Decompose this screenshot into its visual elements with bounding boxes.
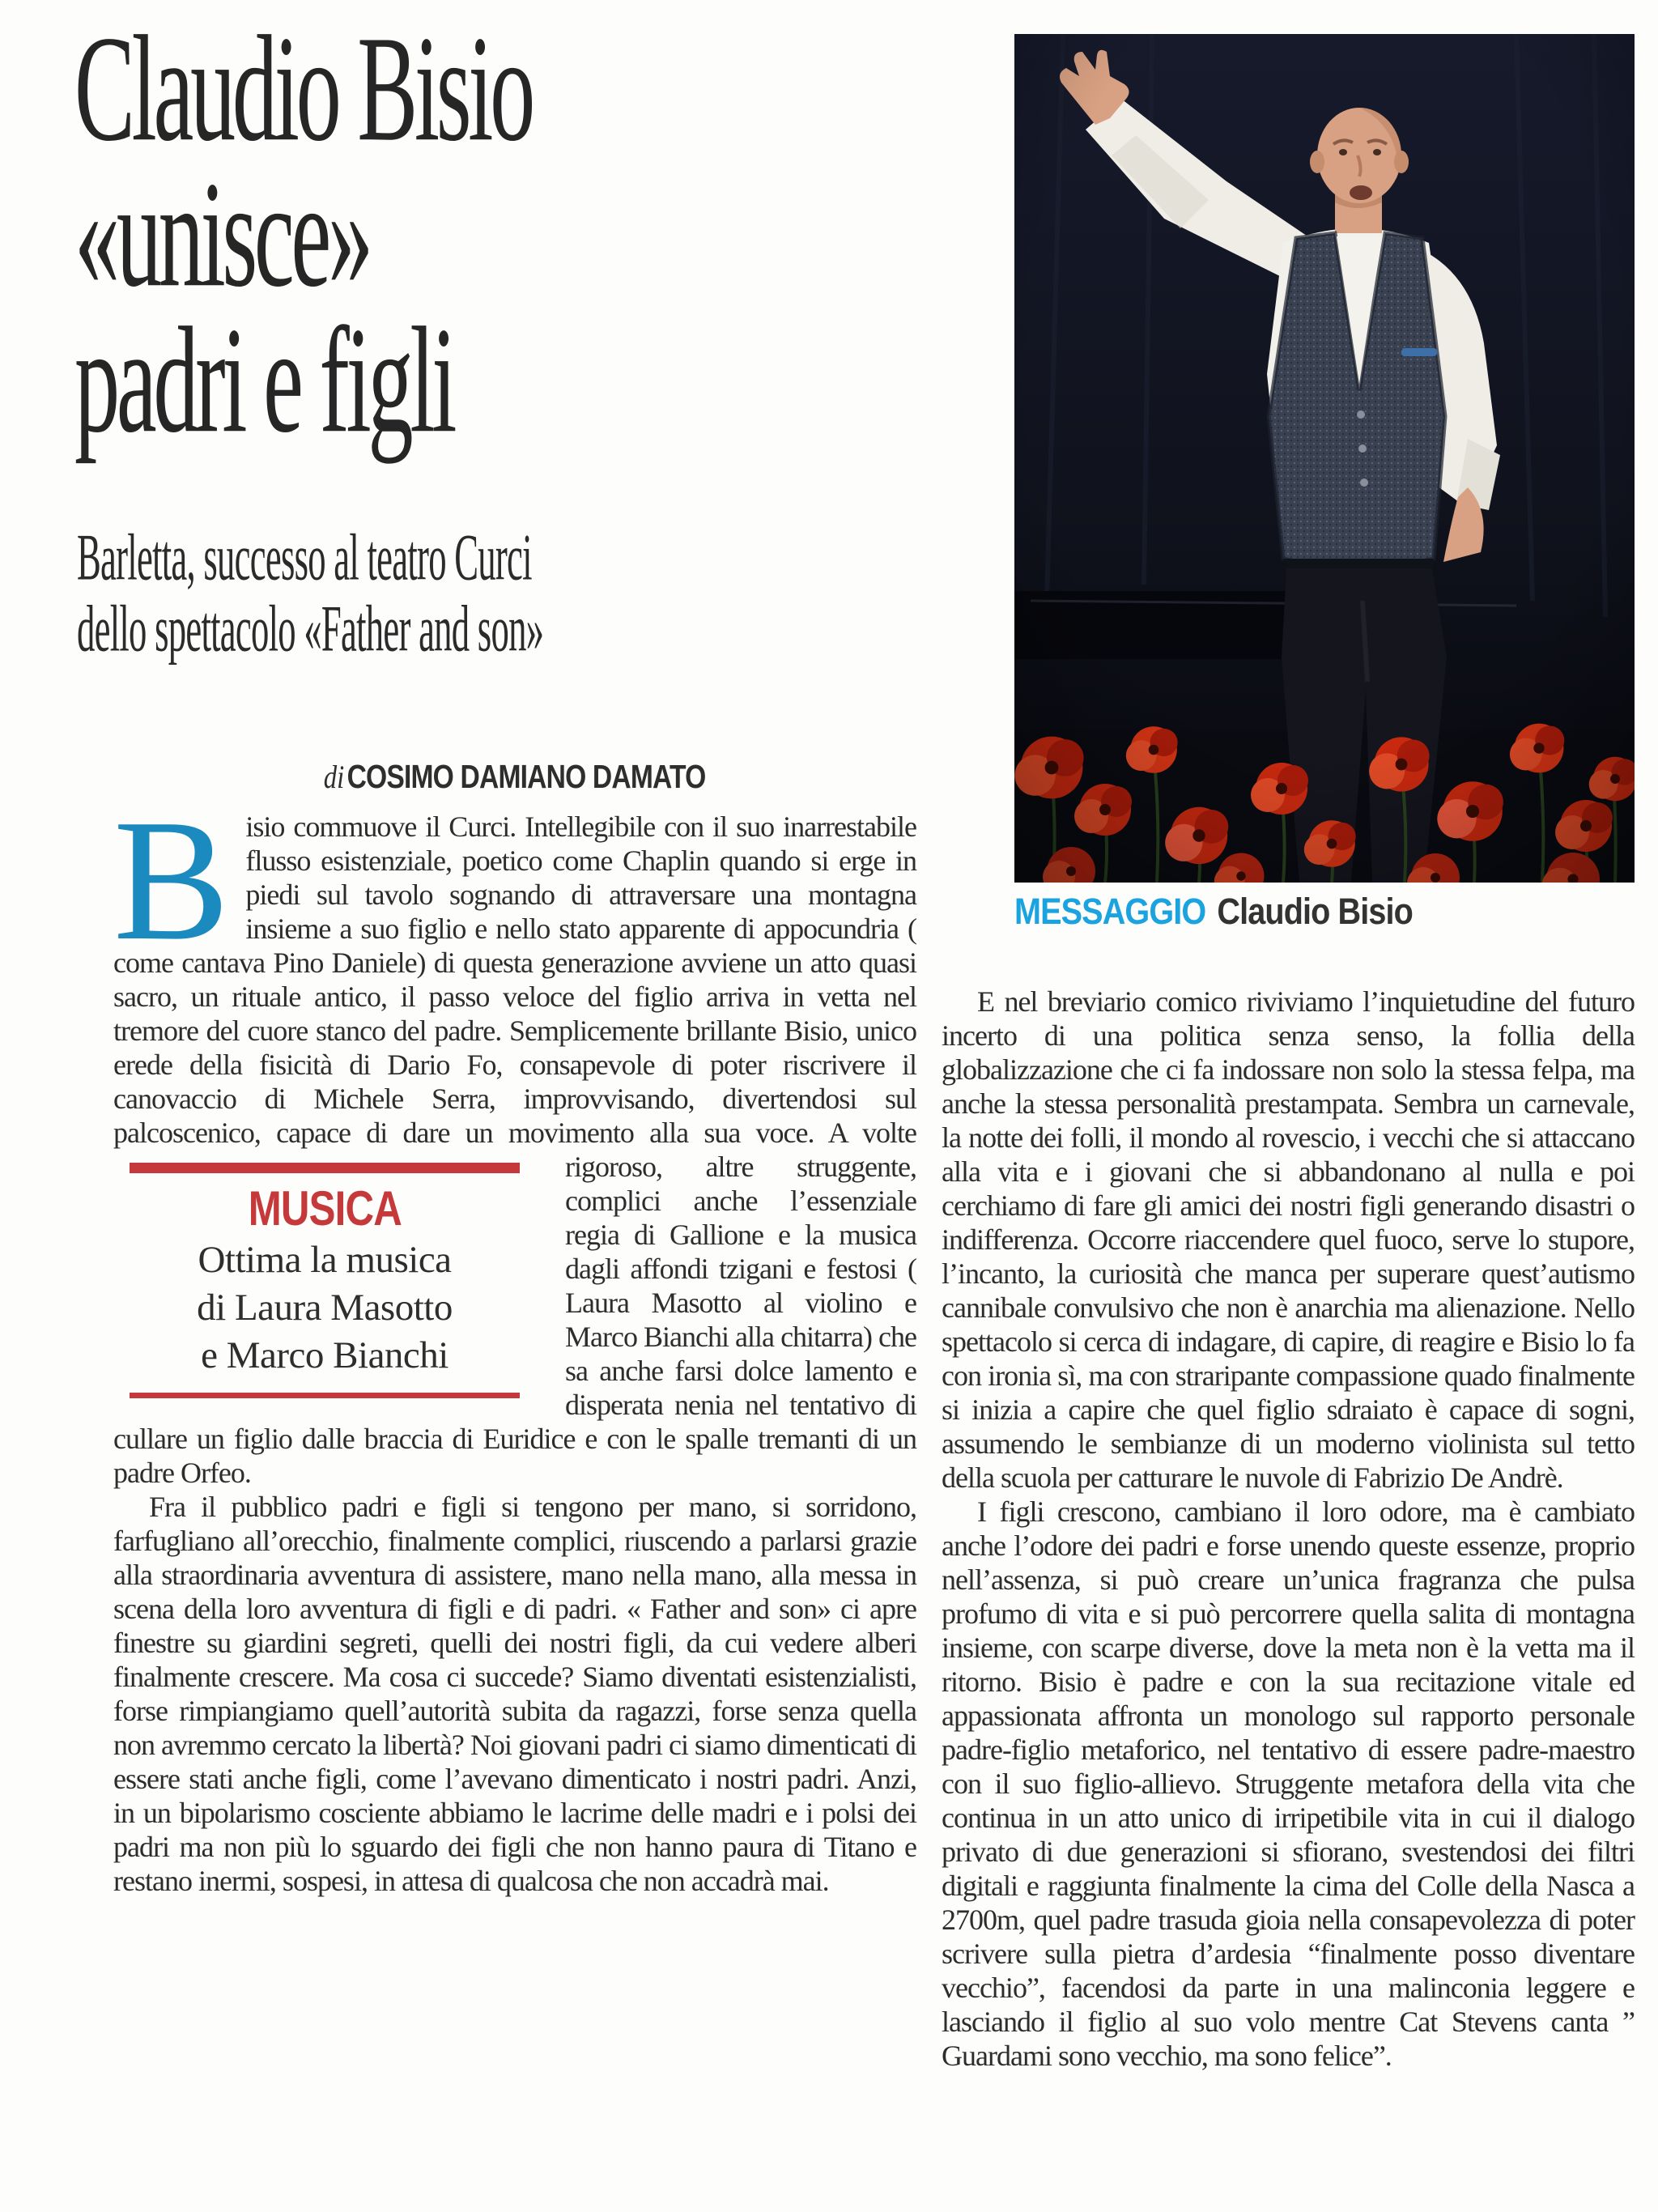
article-body-left-column xyxy=(113,783,916,1898)
headline-text: padri e figli xyxy=(74,295,454,465)
body-paragraph: I figli crescono, cambiano il loro odore, ma è cambiato anche l’odore dei padri e forse unendo queste essenze, proprio nell’assenza, si può creare un’unica fragranza che pulsa profumo di vita e si può percorrere quella salita di montagna insieme, con scarpe diverse, dove la meta non è la vetta ma il ritorno. Bisio è padre e con la sua recitazione vitale ed appassionata affronta un monologo sul rapporto personale padre-figlio metaforico, nel tentativo di essere padre-maestro con il suo figlio-allievo. Struggente metafora della vita che continua in un atto unico di irripetibile vita in cui il dialogo privato di due generazioni si sfiorano, svestendosi dei filtri digitali e raggiunta finalmente la cima del Colle della Nasca a 2700m, quel padre trasuda gioia nella consapevolezza di poter scrivere sulla pietra d’ardesia “finalmente posso diventare vecchio”, facendosi da parte in una malinconia leggere e lasciando il figlio al suo volo mentre Cat Stevens canta ” Guardami sono vecchio, ma sono felice”. xyxy=(942,1495,1635,2072)
stage-photo-graphic xyxy=(1014,34,1635,883)
byline xyxy=(113,758,916,796)
pullquote-line: di Laura Masotto xyxy=(197,1287,453,1329)
subheadline-line xyxy=(77,593,725,667)
photo-caption-inner xyxy=(1014,891,1413,933)
headline-line xyxy=(74,149,613,319)
subheadline-text: dello spettacolo «Father and son» xyxy=(77,593,544,666)
headline-text: «unisce» xyxy=(74,149,370,319)
subheadline-text: Barletta, successo al teatro Curci xyxy=(77,521,532,594)
photo-caption xyxy=(1014,891,1467,933)
pullquote-line: e Marco Bianchi xyxy=(201,1334,449,1376)
music-kicker: MUSICA xyxy=(248,1181,402,1236)
subheadline-line xyxy=(77,521,725,596)
article-subheadline xyxy=(77,521,725,667)
headline-line xyxy=(74,3,613,173)
pullquote-line: Ottima la musica xyxy=(198,1239,452,1281)
music-pullquote-box xyxy=(130,1163,520,1398)
body-text: isio commuove il Curci. Intellegibile con il suo inarrestabile flusso esistenziale, poetico come Chaplin quando si erge in piedi sul tavolo sognando di attraversare una montagna insieme a suo figlio e nello stato apparente di appocundria ( come cantava Pino Daniele) di questa generazione avviene un atto quasi sacro, un rituale antico, il passo veloce del figlio arriva in vetta nel tremore del cuore stanco del padre. Semplicemente brillante Bisio, unico erede della fisicità di Dario Fo, consapevole di poter riscrivere il canovaccio di Michele Serra, improvvisando, divertendosi sul palcoscenico, capace di dare un movimento alla sua voce. A volte xyxy=(113,810,916,1149)
body-paragraph: Fra il pubblico padri e figli si tengono per mano, si sorridono, farfugliano all’orecchio, finalmente complici, riuscendo a parlarsi grazie alla straordinaria avventura di assistere, mano nella mano, alla messa in scena della loro avventura di figli e di padri. « Father and son» ci apre finestre su giardini segreti, quelli dei nostri figli, da cui vedere alberi finalmente crescere. Ma cosa ci succede? Siamo diventati esistenzialisti, forse rimpiangiamo quell’autorità subita da ragazzi, forse senza quella non avremmo cercato la libertà? Noi giovani padri ci siamo dimenticati di essere stati anche figli, come l’avevano dimenticato i nostri padri. Anzi, in un bipolarismo cosciente abbiamo le lacrime delle madri e i polsi dei padri ma non più lo sguardo dei figli che non hanno paura di Titano e restano inermi, sospesi, in attesa di qualcosa che non accadrà mai. xyxy=(113,1491,916,1897)
photo-caption-text: Claudio Bisio xyxy=(1217,891,1413,932)
red-rule-bottom xyxy=(130,1393,520,1398)
body-paragraph: E nel breviario comico riviviamo l’inquietudine del futuro incerto di una politica senza senso, la follia della globalizzazione che ci fa indossare non solo la stessa felpa, ma anche la stessa personalità prestampata. Sembra un carnevale, la notte dei folli, il mondo al rovescio, i vecchi che si attaccano alla vita e i giovani che si abbandonano al nulla e poi cerchiamo di fare gli amici dei nostri figli generando disastri o indifferenza. Occorre riaccendere quel fuoco, serve lo stupore, l’incanto, la curiosità che manca per superare quest’autismo cannibale convulsivo che non è anarchia ma alienazione. Nello spettacolo si cerca di indagare, di capire, di reagire e Bisio lo fa con ironia sì, ma con straripante compassione quado finalmente si inizia a capire che quel figlio sdraiato è capace di sogni, assumendo le sembianze di un moderno violinista sul tetto della scuola per catturare le nuvole di Fabrizio De Andrè. xyxy=(942,985,1635,1494)
music-kicker-wrap xyxy=(130,1181,520,1236)
body-text: rigoroso, altre struggente, complici anche l’essenziale regia di Gallione e la musica dagli affondi tzigani e festosi ( Laura Masotto al violino e Marco Bianchi alla chitarra) che sa anche farsi dolce lamento e disperata nenia nel tentativo di cullare un figlio dalle braccia di Euridice e con le spalle tremanti di un padre Orfeo. xyxy=(113,1151,916,1489)
red-rule-top xyxy=(130,1163,520,1173)
headline-line xyxy=(74,295,613,465)
headline-text: Claudio Bisio xyxy=(74,3,533,173)
drop-cap: B xyxy=(113,783,230,976)
byline-prefix: di xyxy=(324,759,345,795)
stage-photo xyxy=(1014,34,1635,883)
body-paragraph xyxy=(113,783,916,1490)
article-headline xyxy=(74,3,613,465)
article-body-right-column xyxy=(942,985,1635,2073)
photo-caption-kicker: MESSAGGIO xyxy=(1014,891,1206,932)
byline-author: COSIMO DAMIANO DAMATO xyxy=(346,758,706,795)
byline-inner xyxy=(324,758,706,796)
